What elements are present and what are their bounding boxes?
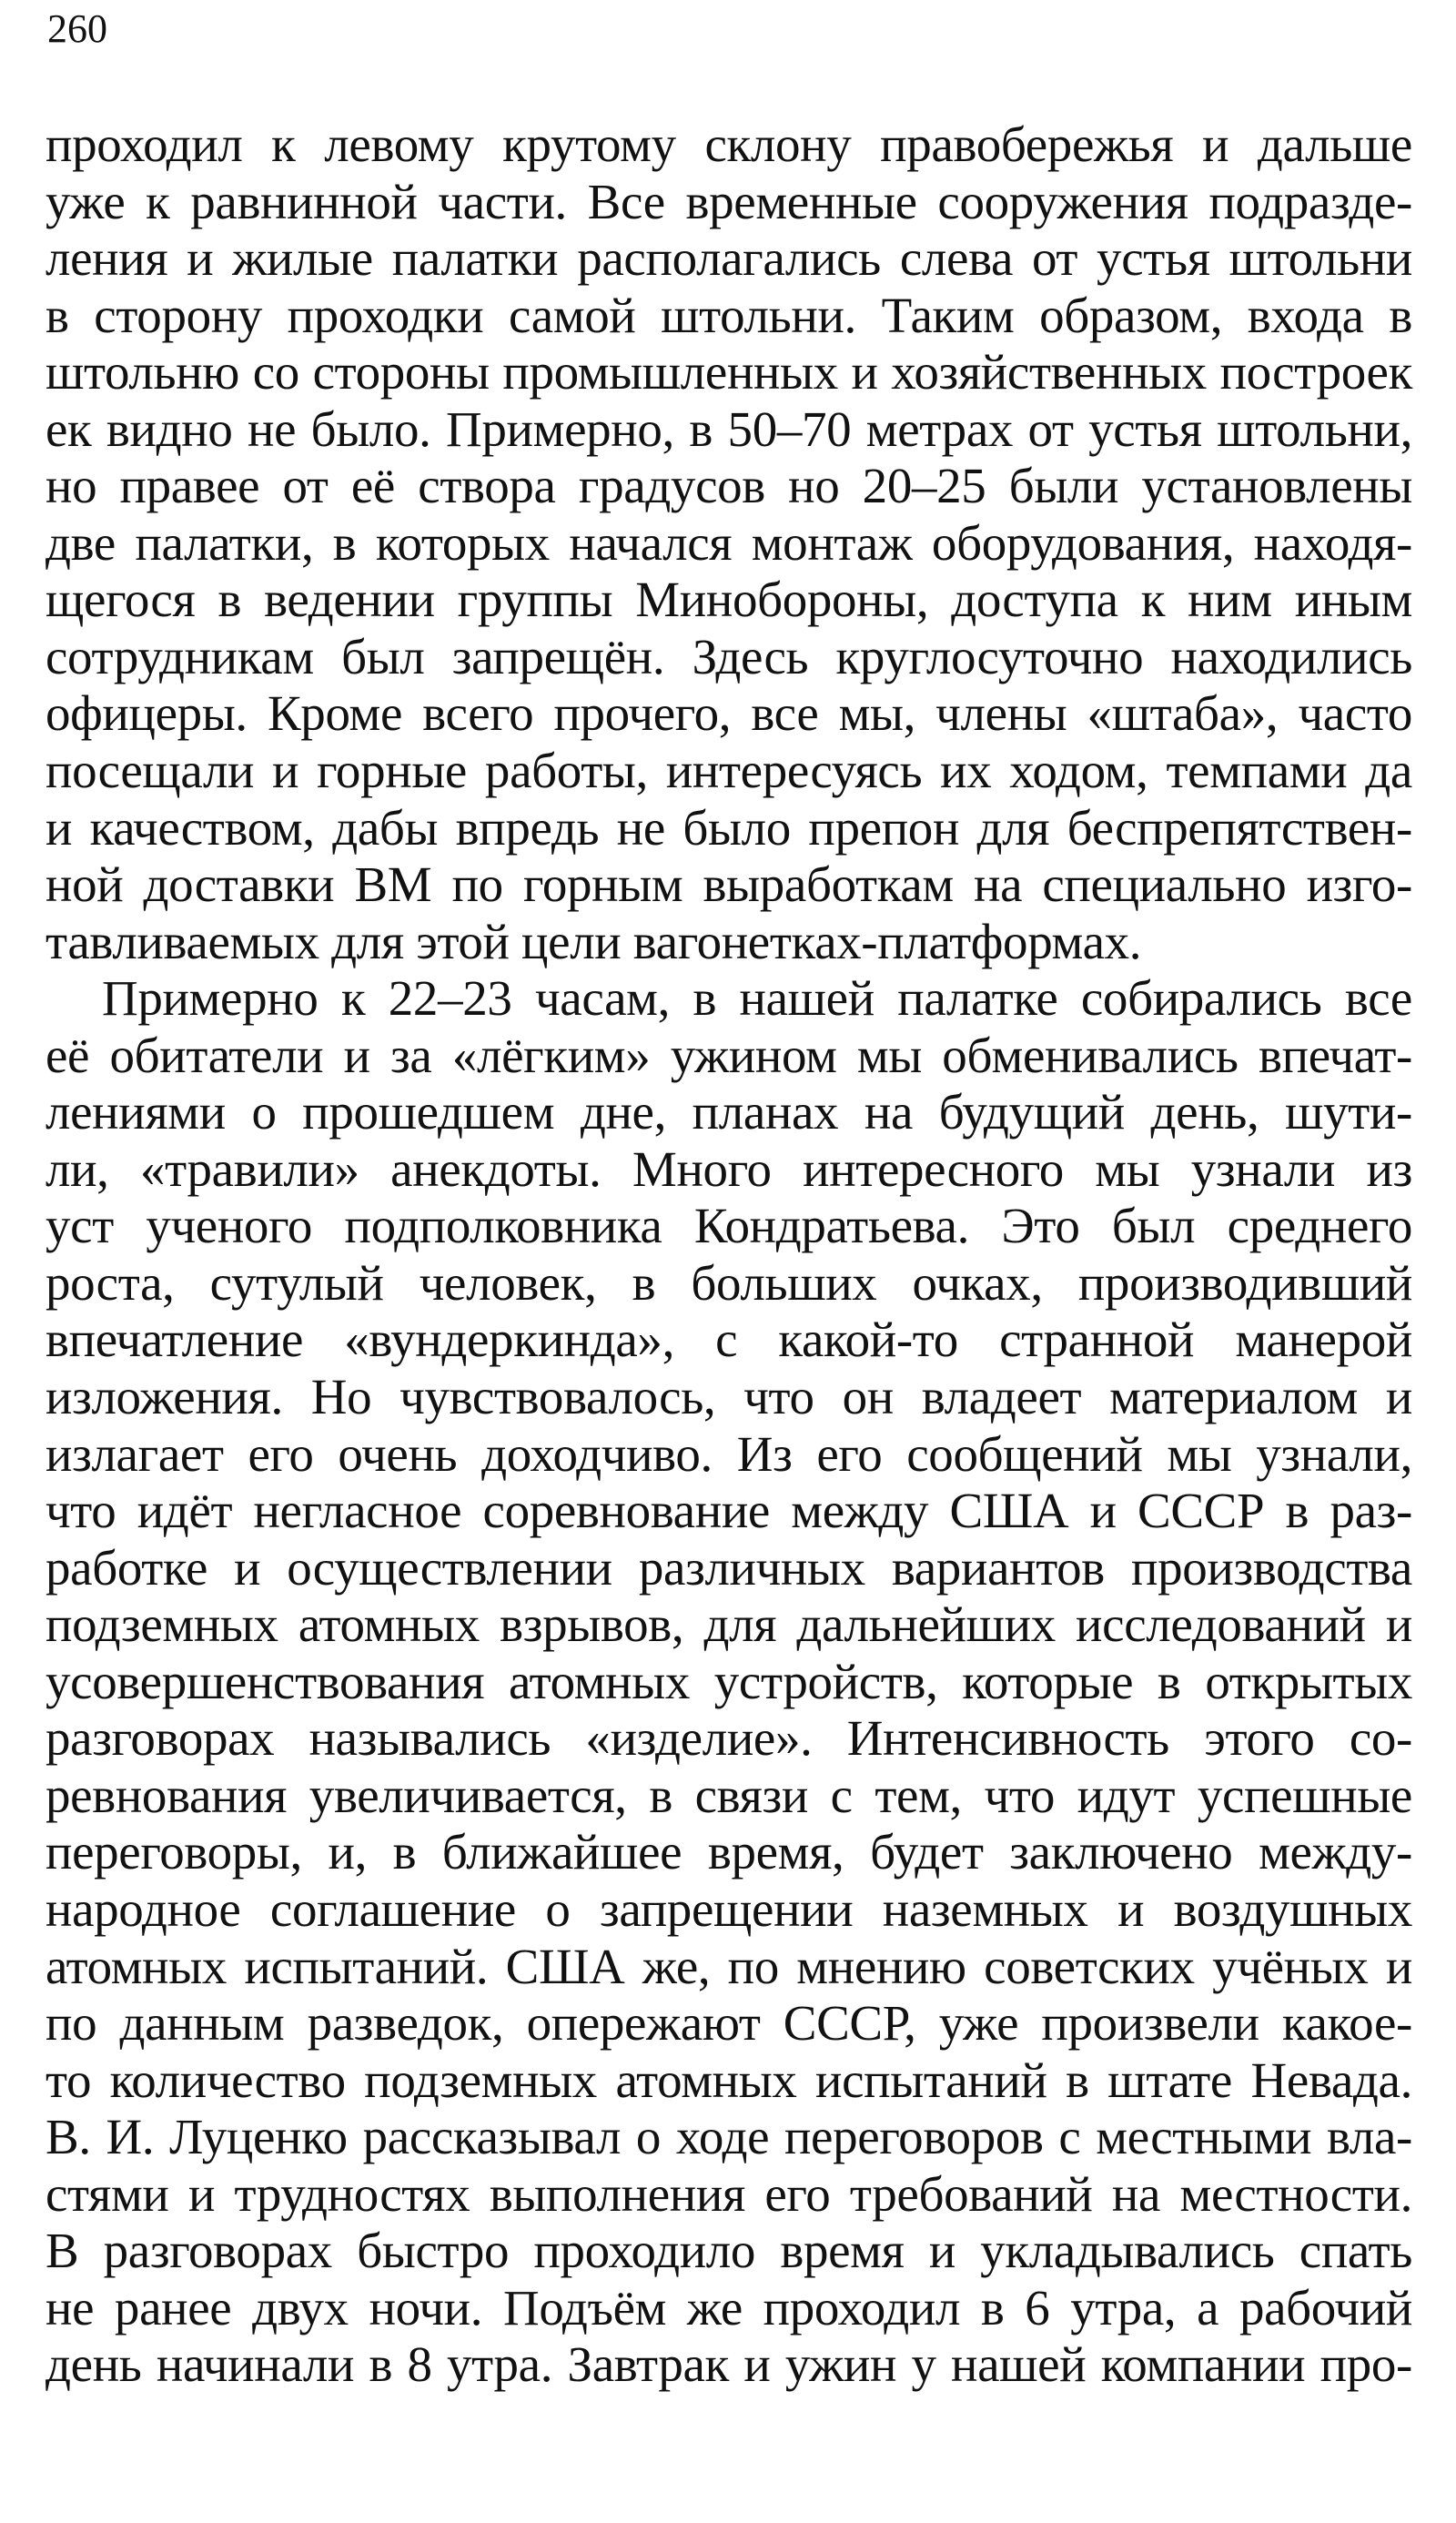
text-line: щегося в ведении группы Минобороны, доступа к ним иным	[46, 572, 1412, 628]
text-line: усовершенствования атомных устройств, которые в открытых	[46, 1653, 1412, 1709]
text-line: ли, «травили» анекдоты. Много интересного мы узнали из	[46, 1140, 1412, 1197]
text-line: лениями о прошедшем дне, планах на будущий день, шути-	[46, 1084, 1412, 1140]
text-line: в сторону проходки самой штольни. Таким образом, входа в	[46, 287, 1412, 343]
text-line: ной доставки ВМ по горным выработкам на специально изго-	[46, 856, 1412, 913]
text-line: проходил к левому крутому склону правобережья и дальше	[46, 117, 1412, 172]
text-line: её обитатели и за «лёгким» ужином мы обменивались впечат-	[46, 1027, 1412, 1083]
paragraph	[46, 970, 1412, 2394]
text-line: штольню со стороны промышленных и хозяйственных построек	[46, 344, 1412, 400]
text-line: офицеры. Кроме всего прочего, все мы, члены «штаба», часто	[46, 685, 1412, 742]
page-number: 260	[47, 6, 107, 51]
text-line: атомных испытаний. США же, по мнению советских учёных и	[46, 1938, 1412, 1994]
body-text	[46, 117, 1412, 2394]
text-line: ления и жилые палатки располагались слева от устья штольни	[46, 230, 1412, 287]
text-line: что идёт негласное соревнование между США и СССР в раз-	[46, 1483, 1412, 1539]
text-line: но правее от её створа градусов но 20–25 были установлены	[46, 458, 1412, 514]
text-line: В. И. Луценко рассказывал о ходе переговоров с местными вла-	[46, 2109, 1412, 2165]
text-line: Примерно к 22–23 часам, в нашей палатке собирались все	[102, 970, 1412, 1027]
text-line: работке и осуществлении различных вариантов производства	[46, 1539, 1412, 1596]
paragraph	[46, 117, 1412, 970]
text-line: В разговорах быстро проходило время и укладывались спать	[46, 2223, 1412, 2279]
text-line: не ранее двух ночи. Подъём же проходил в 6 утра, а рабочий	[46, 2279, 1412, 2336]
text-line: переговоры, и, в ближайшее время, будет заключено между-	[46, 1824, 1412, 1880]
text-line: две палатки, в которых начался монтаж оборудования, находя-	[46, 514, 1412, 571]
text-line: излагает его очень доходчиво. Из его сообщений мы узнали,	[46, 1425, 1412, 1482]
text-line: стями и трудностях выполнения его требований на местности.	[46, 2165, 1412, 2222]
text-line: ревнования увеличивается, в связи с тем, что идут успешные	[46, 1767, 1412, 1823]
text-line: тавливаемых для этой цели вагонетках-платформах.	[46, 913, 1142, 969]
text-line: уже к равнинной части. Все временные сооружения подразде-	[46, 173, 1412, 229]
text-line: то количество подземных атомных испытаний в штате Невада.	[46, 2052, 1412, 2108]
text-line: подземных атомных взрывов, для дальнейших исследований и	[46, 1596, 1412, 1653]
text-line: впечатление «вундеркинда», с какой-то странной манерой	[46, 1312, 1412, 1368]
text-line: сотрудникам был запрещён. Здесь круглосуточно находились	[46, 628, 1412, 684]
text-line: по данным разведок, опережают СССР, уже произвели какое-	[46, 1995, 1412, 2052]
text-line: день начинали в 8 утра. Завтрак и ужин у нашей компании про-	[46, 2336, 1412, 2393]
text-line: народное соглашение о запрещении наземных и воздушных	[46, 1880, 1412, 1937]
text-line: разговорах назывались «изделие». Интенсивность этого со-	[46, 1710, 1412, 1767]
text-line: роста, сутулый человек, в больших очках, производивший	[46, 1254, 1412, 1311]
text-line: уст ученого подполковника Кондратьева. Это был среднего	[46, 1198, 1412, 1254]
text-line: и качеством, дабы впредь не было препон для беспрепятствен-	[46, 799, 1412, 856]
text-line: изложения. Но чувствовалось, что он владеет материалом и	[46, 1369, 1412, 1425]
text-line: ек видно не было. Примерно, в 50–70 метрах от устья штольни,	[46, 400, 1412, 457]
text-line: посещали и горные работы, интересуясь их ходом, темпами да	[46, 743, 1412, 799]
